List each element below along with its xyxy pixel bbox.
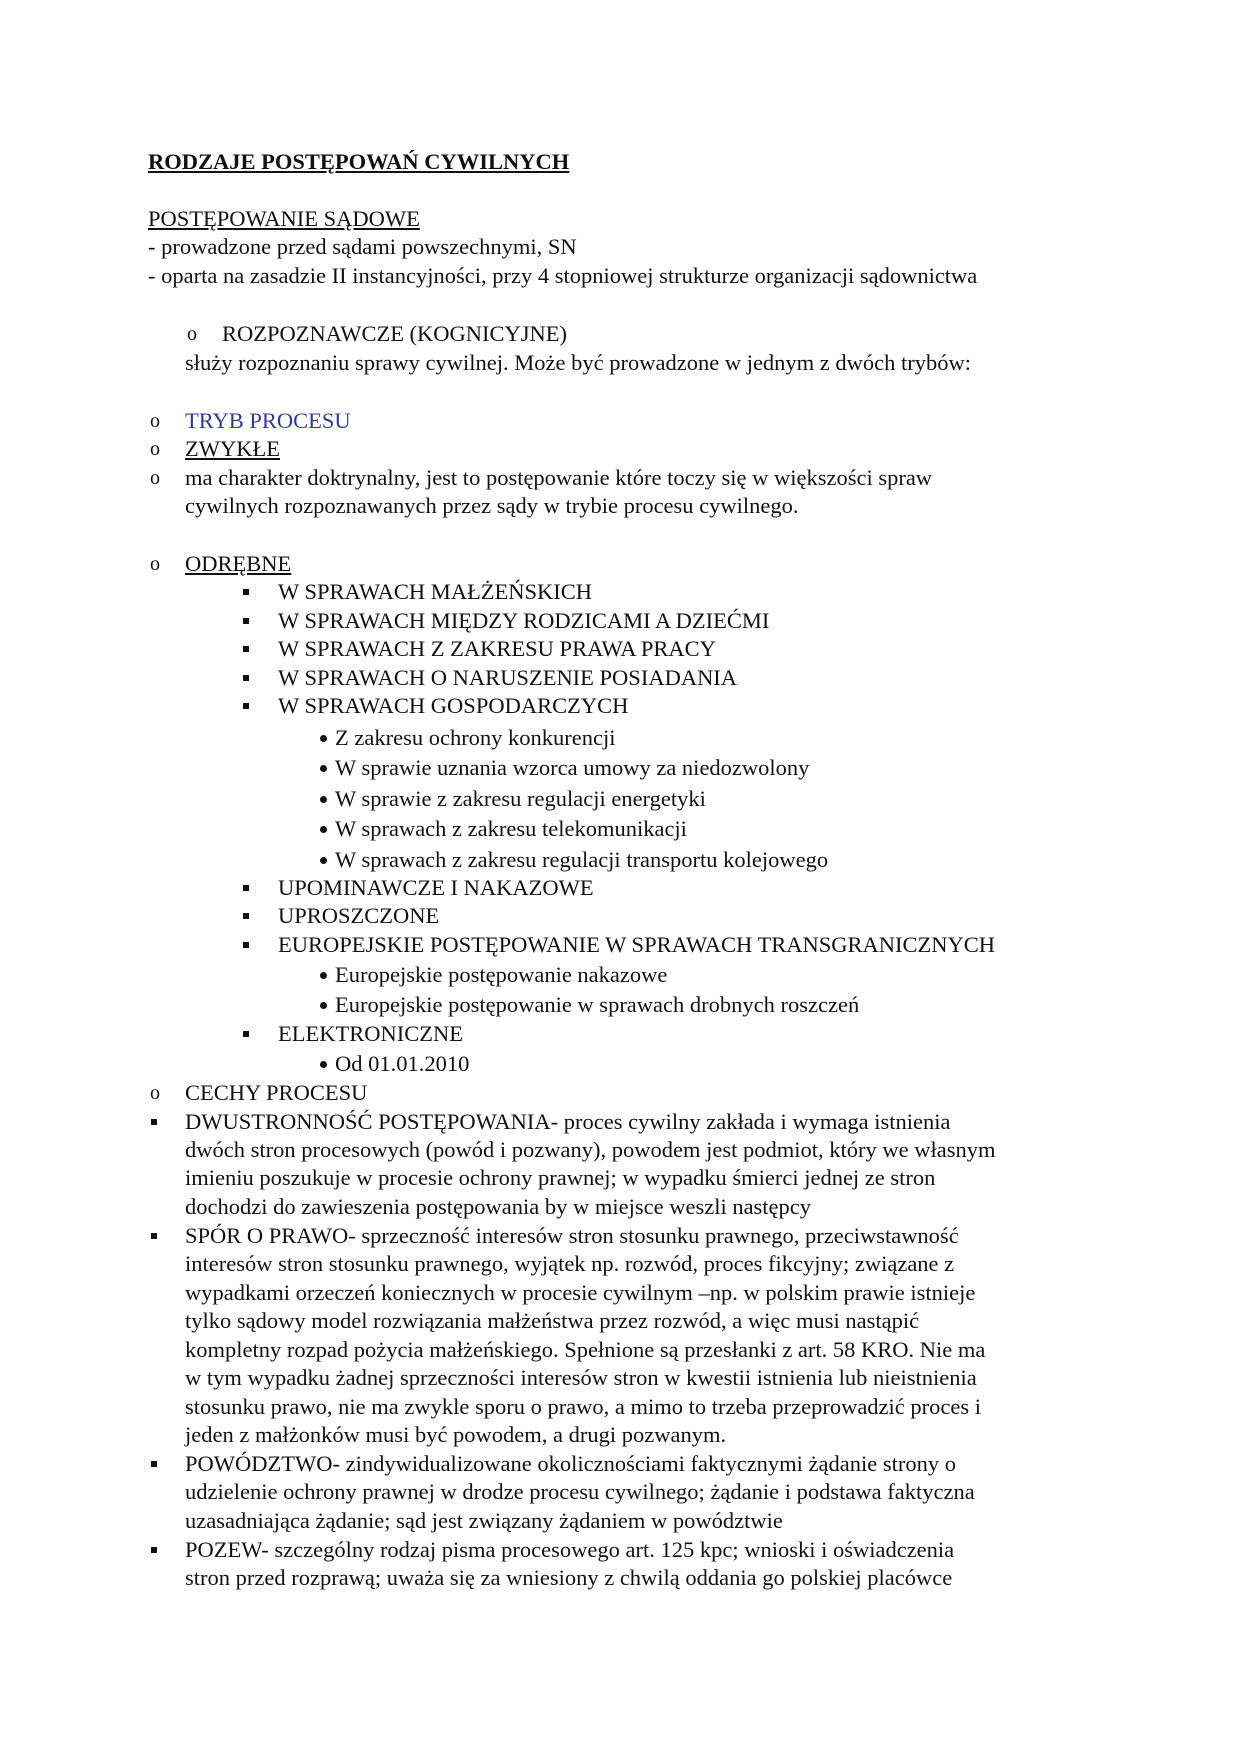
square-bullet-icon: [243, 885, 249, 891]
square-bullet-icon: [243, 675, 249, 681]
cecha-line: POWÓDZTWO- zindywidualizowane okolicznościami faktycznymi żądanie strony o: [185, 1451, 957, 1476]
dot-bullet-icon: [320, 826, 327, 833]
tryb-procesu-label: TRYB PROCESU: [185, 408, 351, 433]
odrebne-subitem: Europejskie postępowanie nakazowe: [335, 962, 668, 987]
circle-bullet-icon: o: [150, 553, 160, 575]
square-bullet-icon: [151, 1461, 157, 1467]
square-bullet-icon: [151, 1233, 157, 1239]
square-bullet-icon: [243, 618, 249, 624]
zwykle-desc-line: ma charakter doktrynalny, jest to postępowanie które toczy się w większości spraw: [185, 465, 933, 490]
odrebne-item: W SPRAWACH GOSPODARCZYCH: [278, 693, 629, 718]
cecha-line: POZEW- szczególny rodzaj pisma procesowego art. 125 kpc; wnioski i oświadczenia: [185, 1537, 955, 1562]
odrebne-item: W SPRAWACH MIĘDZY RODZICAMI A DZIEĆMI: [278, 608, 770, 633]
square-bullet-icon: [243, 913, 249, 919]
cecha-line: tylko sądowy model rozwiązania małżeństwa przez rozwód, a więc musi nastąpić: [185, 1308, 920, 1333]
dot-bullet-icon: [320, 1002, 327, 1009]
circle-bullet-icon: o: [150, 438, 160, 460]
cecha-line: stosunku prawo, nie ma zwykle sporu o prawo, a mimo to trzeba przeprowadzić proces i: [185, 1394, 982, 1419]
circle-bullet-icon: o: [150, 410, 160, 432]
odrebne-item: ELEKTRONICZNE: [278, 1021, 463, 1046]
circle-bullet-icon: o: [187, 323, 197, 345]
dot-bullet-icon: [320, 857, 327, 864]
odrebne-subitem: Z zakresu ochrony konkurencji: [335, 725, 616, 750]
cecha-line: w tym wypadku żadnej sprzeczności interesów stron w kwestii istnienia lub nieistnienia: [185, 1365, 977, 1390]
odrebne-item: UPOMINAWCZE I NAKAZOWE: [278, 875, 594, 900]
odrebne-item: UPROSZCZONE: [278, 903, 440, 928]
intro-line: - oparta na zasadzie II instancyjności, przy 4 stopniowej strukturze organizacji sądownictwa: [148, 263, 978, 288]
odrebne-subitem: W sprawie uznania wzorca umowy za niedozwolony: [335, 755, 810, 780]
cecha-line: jeden z małżonków musi być powodem, a drugi pozwanym.: [185, 1422, 727, 1447]
square-bullet-icon: [243, 589, 249, 595]
odrebne-label: ODRĘBNE: [185, 551, 292, 576]
zwykle-desc-line: cywilnych rozpoznawanych przez sądy w trybie procesu cywilnego.: [185, 493, 799, 518]
section-heading: POSTĘPOWANIE SĄDOWE: [148, 206, 420, 231]
cecha-line: interesów stron stosunku prawnego, wyjątek np. rozwód, proces fikcyjny; związane z: [185, 1251, 955, 1276]
odrebne-item: W SPRAWACH O NARUSZENIE POSIADANIA: [278, 665, 738, 690]
cecha-line: kompletny rozpad pożycia małżeńskiego. Spełnione są przesłanki z art. 58 KRO. Nie ma: [185, 1337, 986, 1362]
cecha-line: SPÓR O PRAWO- sprzeczność interesów stron stosunku prawnego, przeciwstawność: [185, 1223, 959, 1248]
square-bullet-icon: [243, 1031, 249, 1037]
odrebne-subitem: Europejskie postępowanie w sprawach drobnych roszczeń: [335, 992, 860, 1017]
zwykle-label: ZWYKŁE: [185, 436, 280, 461]
square-bullet-icon: [243, 703, 249, 709]
dot-bullet-icon: [320, 765, 327, 772]
odrebne-subitem: W sprawie z zakresu regulacji energetyki: [335, 786, 706, 811]
circle-bullet-icon: o: [150, 1082, 160, 1104]
cecha-line: imieniu poszukuje w procesie ochrony prawnej; w wypadku śmierci jednej ze stron: [185, 1165, 936, 1190]
odrebne-item: W SPRAWACH MAŁŻEŃSKICH: [278, 579, 593, 604]
circle-bullet-icon: o: [150, 467, 160, 489]
cecha-line: dwóch stron procesowych (powód i pozwany), powodem jest podmiot, który we własnym: [185, 1137, 996, 1162]
cecha-line: udzielenie ochrony prawnej w drodze procesu cywilnego; żądanie i podstawa faktyczna: [185, 1479, 975, 1504]
dot-bullet-icon: [320, 972, 327, 979]
cecha-line: stron przed rozprawą; uważa się za wniesiony z chwilą oddania go polskiej placówce: [185, 1565, 953, 1590]
square-bullet-icon: [151, 1119, 157, 1125]
odrebne-subitem: W sprawach z zakresu regulacji transportu kolejowego: [335, 847, 829, 872]
square-bullet-icon: [151, 1547, 157, 1553]
dot-bullet-icon: [320, 1061, 327, 1068]
square-bullet-icon: [243, 942, 249, 948]
odrebne-subitem: Od 01.01.2010: [335, 1051, 470, 1076]
square-bullet-icon: [243, 646, 249, 652]
cechy-procesu-label: CECHY PROCESU: [185, 1080, 368, 1105]
cecha-line: wypadkami orzeczeń koniecznych w procesie cywilnym –np. w polskim prawie istnieje: [185, 1280, 976, 1305]
cecha-line: uzasadniająca żądanie; sąd jest związany żądaniem w powództwie: [185, 1508, 783, 1533]
cecha-line: DWUSTRONNOŚĆ POSTĘPOWANIA- proces cywilny zakłada i wymaga istnienia: [185, 1109, 951, 1134]
odrebne-item: W SPRAWACH Z ZAKRESU PRAWA PRACY: [278, 636, 716, 661]
document-title: RODZAJE POSTĘPOWAŃ CYWILNYCH: [148, 149, 570, 174]
rozpoznawcze-desc: służy rozpoznaniu sprawy cywilnej. Może być prowadzone w jednym z dwóch trybów:: [185, 350, 972, 375]
dot-bullet-icon: [320, 735, 327, 742]
intro-line: - prowadzone przed sądami powszechnymi, SN: [148, 234, 577, 259]
dot-bullet-icon: [320, 796, 327, 803]
odrebne-item: EUROPEJSKIE POSTĘPOWANIE W SPRAWACH TRANSGRANICZNYCH: [278, 932, 996, 957]
odrebne-subitem: W sprawach z zakresu telekomunikacji: [335, 816, 687, 841]
rozpoznawcze-label: ROZPOZNAWCZE (KOGNICYJNE): [222, 321, 568, 346]
cecha-line: dochodzi do zawieszenia postępowania by w miejsce weszli następcy: [185, 1194, 812, 1219]
